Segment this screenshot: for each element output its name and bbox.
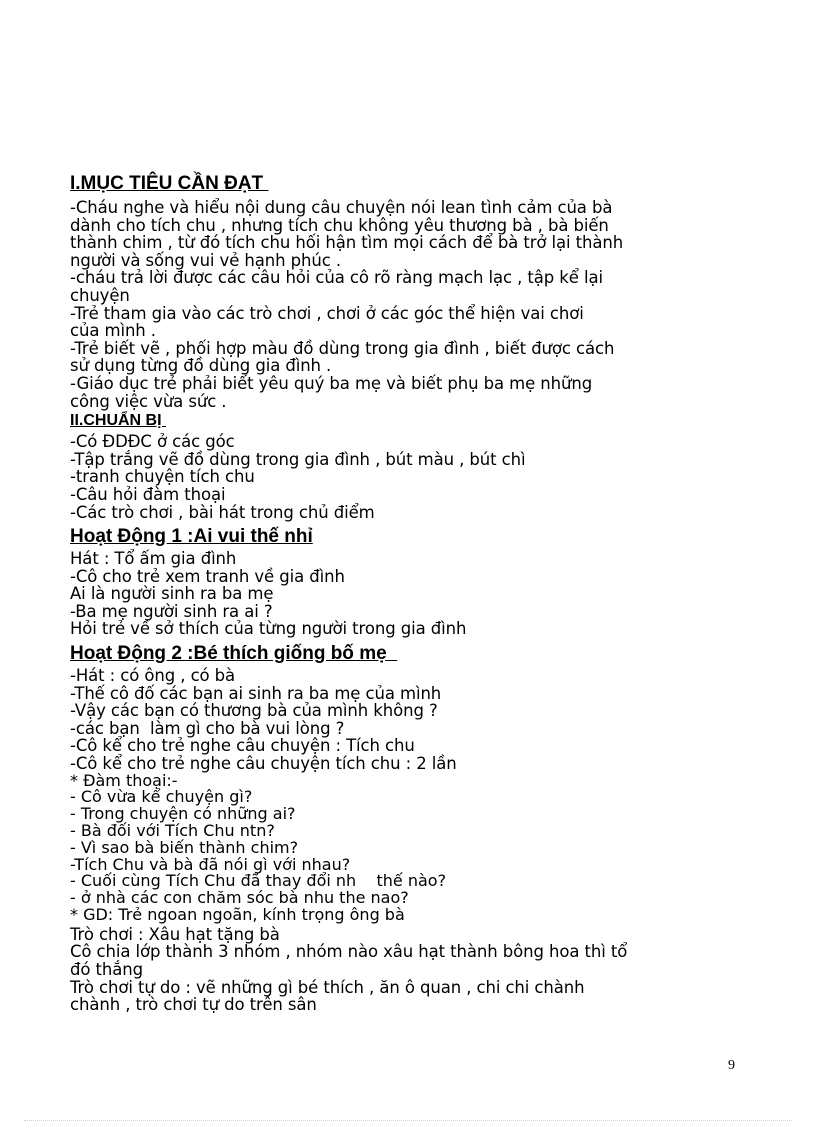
text-line: công việc vừa sức . <box>70 391 227 411</box>
discussion-block <box>70 770 750 924</box>
objectives-block <box>70 199 750 410</box>
text-line: -Giáo dục trẻ phải biết yêu quý ba mẹ và biết phụ ba mẹ những <box>70 373 593 393</box>
text-line: Ai là người sinh ra ba mẹ <box>70 584 274 604</box>
activity-1-title: Hoạt Động 1 :Ai vui thế nhỉ <box>70 526 313 548</box>
text-line: * Đàm thoại:- <box>70 770 178 790</box>
text-line: sử dụng từng đồ dùng gia đình . <box>70 356 332 376</box>
text-line: Trò chơi tự do : vẽ những gì bé thích , ăn ô quan , chi chi chành <box>70 977 585 997</box>
text-line: -Cô kể cho trẻ nghe câu chuyện tích chu : 2 lần <box>70 754 457 774</box>
text-line: -Tích Chu và bà đã nói gì với nhau? <box>70 854 351 874</box>
text-line: -Ba mẹ người sinh ra ai ? <box>70 601 273 621</box>
text-line: - Vì sao bà biến thành chim? <box>70 837 299 857</box>
text-line: người và sống vui vẻ hạnh phúc . <box>70 250 341 270</box>
text-line: chành , trò chơi tự do trên sân <box>70 995 317 1015</box>
page-number: 9 <box>728 1058 735 1073</box>
text-line: đó thắng <box>70 959 143 979</box>
text-line: thành chim , từ đó tích chu hối hận tìm mọi cách để bà trở lại thành <box>70 233 624 253</box>
text-line: * GD: Trẻ ngoan ngoãn, kính trọng ông bà <box>70 905 405 924</box>
text-line: -tranh chuyện tích chu <box>70 467 255 487</box>
activity-1-block <box>70 550 750 638</box>
preparation-block <box>70 433 750 521</box>
text-line: -Có ĐDĐC ở các góc <box>70 432 235 452</box>
text-line: -Các trò chơi , bài hát trong chủ điểm <box>70 502 375 522</box>
text-line: -Câu hỏi đàm thoại <box>70 484 226 504</box>
text-line: Hỏi trẻ về sở thích của từng người trong gia đình <box>70 619 467 639</box>
text-line: của mình . <box>70 321 156 341</box>
text-line: -Vậy các bạn có thương bà của mình không ? <box>70 701 438 721</box>
text-line: -Trẻ biết vẽ , phối hợp màu đồ dùng trong gia đình , biết được cách <box>70 338 615 358</box>
page-bottom-border <box>24 1120 792 1121</box>
section-title-preparation: II.CHUẨN BỊ <box>70 412 166 430</box>
text-line: Trò chơi : Xâu hạt tặng bà <box>70 924 280 944</box>
text-line: - Cô vừa kể chuyện gì? <box>70 787 253 807</box>
text-line: -Trẻ tham gia vào các trò chơi , chơi ở các góc thể hiện vai chơi <box>70 303 584 323</box>
text-line: -Tập trắng vẽ đồ dùng trong gia đình , bút màu , bút chì <box>70 449 526 469</box>
text-line: Hát : Tổ ấm gia đình <box>70 549 237 569</box>
section-title-objectives: I.MỤC TIÊU CẦN ĐẠT <box>70 173 269 194</box>
text-line: dành cho tích chu , nhưng tích chu không yêu thương bà , bà biến <box>70 215 609 235</box>
text-line: -Cháu nghe và hiểu nội dung câu chuyện nói lean tình cảm của bà <box>70 198 613 217</box>
activity-2-block <box>70 667 750 773</box>
text-line: - Cuối cùng Tích Chu đã thay đổi nh thế nào? <box>70 871 447 891</box>
activity-2-title: Hoạt Động 2 :Bé thích giống bố mẹ <box>70 643 398 665</box>
text-line: -cháu trả lời được các câu hỏi của cô rõ ràng mạch lạc , tập kể lại <box>70 268 603 288</box>
text-line: - ở nhà các con chăm sóc bà nhu the nao? <box>70 888 409 908</box>
text-line: -các bạn làm gì cho bà vui lòng ? <box>70 718 345 738</box>
document-body <box>70 172 750 1014</box>
text-line: -Hát : có ông , có bà <box>70 666 236 686</box>
text-line: -Cô cho trẻ xem tranh về gia đình <box>70 566 345 586</box>
text-line: -Cô kể cho trẻ nghe câu chuyện : Tích chu <box>70 736 415 756</box>
text-line: chuyện <box>70 285 130 305</box>
text-line: Cô chia lớp thành 3 nhóm , nhóm nào xâu hạt thành bông hoa thì tổ <box>70 942 628 962</box>
closing-block <box>70 926 750 1014</box>
text-line: - Trong chuyện có những ai? <box>70 804 296 824</box>
text-line: - Bà đối với Tích Chu ntn? <box>70 821 275 841</box>
text-line: -Thế cô đố các bạn ai sinh ra ba mẹ của mình <box>70 683 442 703</box>
